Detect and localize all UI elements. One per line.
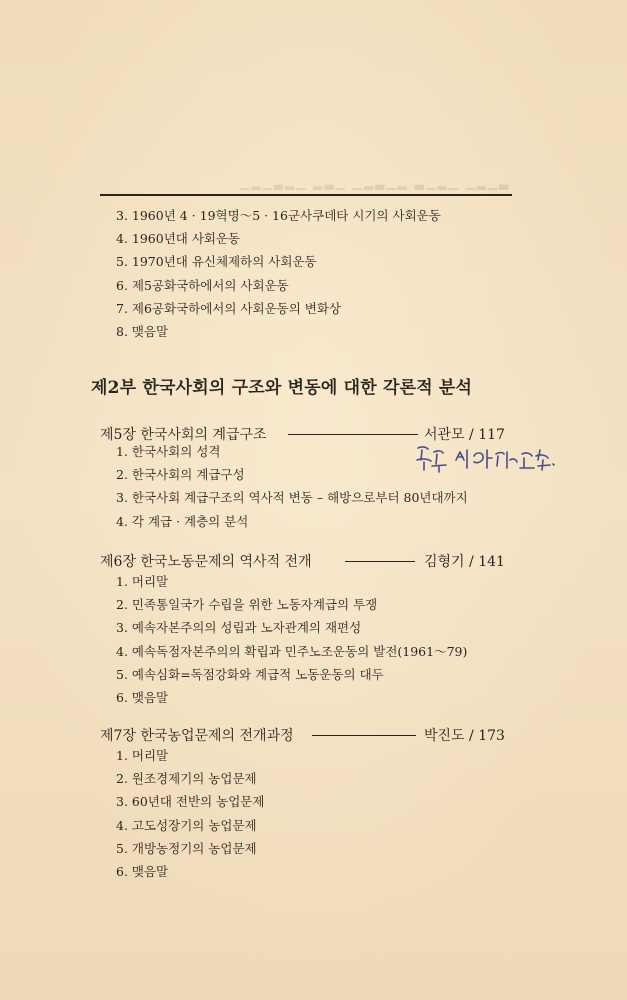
- list-item: 3. 1960년 4 · 19혁명～5 · 16군사쿠데타 시기의 사회운동: [116, 208, 441, 223]
- list-item: 4. 고도성장기의 농업문제: [116, 817, 257, 833]
- list-item: 5. 개방농정기의 농업문제: [116, 840, 257, 856]
- leader-line: [312, 735, 416, 736]
- list-item: 2. 민족통일국가 수립을 위한 노동자계급의 투쟁: [116, 597, 378, 613]
- chapter-author-page: 박진도 / 173: [424, 728, 505, 744]
- list-item: 1. 한국사회의 성격: [116, 444, 221, 459]
- handwritten-annotation: [412, 438, 562, 478]
- chapter-title: 제7장 한국농업문제의 전개과정: [100, 728, 294, 744]
- chapter-title: 제6장 한국노동문제의 역사적 전개: [100, 554, 312, 570]
- list-item: 2. 한국사회의 계급구성: [116, 467, 245, 483]
- list-item: 6. 맺음말: [116, 690, 169, 706]
- leader-line: [288, 434, 418, 435]
- top-rule: [100, 194, 512, 196]
- chapter-6-list: [116, 570, 467, 709]
- chapter-7-list: [116, 744, 264, 883]
- leader-line: [345, 561, 415, 562]
- list-item: 3. 예속자본주의의 성립과 노자관계의 재편성: [116, 620, 362, 636]
- list-item: 5. 1970년대 유신체제하의 사회운동: [116, 254, 317, 270]
- bleed-through-text: ▁▂▁▃▂▁ ▂▃▁ ▁▂▃▁▂ ▃▁▂▁ ▁▂▁▃: [240, 176, 511, 190]
- list-item: 5. 예속심화=독점강화와 계급적 노동운동의 대두: [116, 666, 384, 682]
- top-section-list: [116, 204, 441, 343]
- chapter-title: 제5장 한국사회의 계급구조: [100, 427, 267, 443]
- chapter-author-page: 서관모 / 117: [424, 427, 505, 443]
- list-item: 3. 한국사회 계급구조의 역사적 변동 – 해방으로부터 80년대까지: [116, 490, 468, 506]
- list-item: 4. 각 계급 · 계층의 분석: [116, 513, 249, 529]
- list-item: 7. 제6공화국하에서의 사회운동의 변화상: [116, 300, 341, 316]
- list-item: 6. 제5공화국하에서의 사회운동: [116, 277, 289, 293]
- list-item: 6. 맺음말: [116, 864, 169, 880]
- list-item: 8. 맺음말: [116, 324, 169, 340]
- list-item: 4. 1960년대 사회운동: [116, 231, 241, 247]
- list-item: 2. 원조경제기의 농업문제: [116, 771, 257, 787]
- list-item: 1. 머리말: [116, 748, 169, 763]
- list-item: 4. 예속독점자본주의의 확립과 민주노조운동의 발전(1961～79): [116, 643, 468, 659]
- list-item: 1. 머리말: [116, 574, 169, 589]
- list-item: 3. 60년대 전반의 농업문제: [116, 794, 265, 810]
- part-title: 제2부 한국사회의 구조와 변동에 대한 각론적 분석: [91, 378, 473, 398]
- chapter-author-page: 김형기 / 141: [424, 554, 505, 570]
